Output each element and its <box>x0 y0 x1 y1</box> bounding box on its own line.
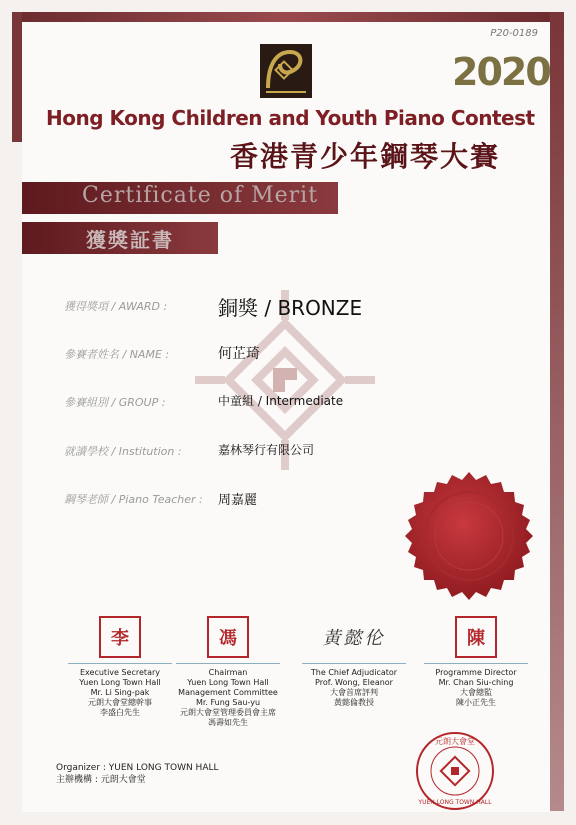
signatory-name-zh: 黃懿倫教授 <box>334 698 374 707</box>
signatory-title: The Chief Adjudicator <box>310 668 398 677</box>
stamp-chinese-text: 元朗大會堂 <box>435 737 475 746</box>
red-chop-seal: 陳 <box>455 616 497 658</box>
signatory-title-zh: 大會首席評判 <box>330 688 378 697</box>
red-wax-seal-icon <box>402 470 536 604</box>
signatory-title-zh: 元朗大會堂管理委員會主席 <box>180 708 276 717</box>
certificate-title-chinese: 獲獎証書 <box>86 228 174 252</box>
signatory-chairman <box>168 615 288 728</box>
field-label: 獲得獎項 / AWARD : <box>64 300 168 313</box>
frame-right-border <box>550 12 564 811</box>
stamp-english-text: YUEN LONG TOWN HALL <box>418 799 492 806</box>
signatory-title-zh: 大會總監 <box>460 688 492 697</box>
signatory-name: Mr. Chan Siu-ching <box>438 678 514 687</box>
serial-number: P20-0189 <box>490 28 538 39</box>
signatory-name: Mr. Fung Sau-yu <box>195 698 261 707</box>
field-label: 參賽組別 / GROUP : <box>64 396 166 409</box>
field-value: 嘉林琴行有限公司 <box>218 443 315 457</box>
organizer-block <box>56 762 219 786</box>
field-value: 何芷琦 <box>218 346 260 362</box>
town-hall-stamp-icon <box>414 730 496 812</box>
signatory-name-zh: 陳小正先生 <box>456 698 496 707</box>
signatory-executive-secretary <box>60 615 180 718</box>
contest-year: 2020 <box>452 50 550 94</box>
signatory-name-zh: 李盛白先生 <box>100 708 140 717</box>
field-value: 銅獎 / BRONZE <box>218 296 363 320</box>
field-label: 就讀學校 / Institution : <box>64 445 182 458</box>
field-label: 參賽者姓名 / NAME : <box>64 348 170 361</box>
signatory-title-zh: 元朗大會堂總幹事 <box>88 698 152 707</box>
certificate-title-band <box>22 182 338 214</box>
red-chop-seal: 馮 <box>207 616 249 658</box>
signatory-org: Yuen Long Town Hall <box>187 678 269 687</box>
contest-logo-icon <box>258 42 314 100</box>
field-value: 中童組 / Intermediate <box>218 394 344 408</box>
signatory-title: Executive Secretary <box>80 668 160 677</box>
field-value: 周嘉麗 <box>218 493 258 508</box>
signatory-name-zh: 馮壽如先生 <box>208 718 248 727</box>
certificate-subtitle-band <box>22 222 218 254</box>
contest-title-english: Hong Kong Children and Youth Piano Contest <box>46 106 535 130</box>
organizer-chinese: 主辦機構 : 元朗大會堂 <box>56 775 146 785</box>
signatory-name: Mr. Li Sing-pak <box>90 688 150 697</box>
contest-title-chinese: 香港青少年鋼琴大賽 <box>230 140 501 173</box>
frame-top-border <box>12 12 564 22</box>
frame-left-border <box>12 12 22 142</box>
organizer-english: Organizer : YUEN LONG TOWN HALL <box>56 763 219 773</box>
field-label: 鋼琴老師 / Piano Teacher : <box>64 493 203 506</box>
handwritten-signature: 黃懿伦 <box>322 628 386 649</box>
signatory-org: Yuen Long Town Hall <box>79 678 161 687</box>
certificate-title-english: Certificate of Merit <box>82 183 319 208</box>
signatory-title: Chairman <box>208 668 248 677</box>
signatory-title: Programme Director <box>435 668 517 677</box>
signatory-org: Management Committee <box>178 688 278 697</box>
signatory-name: Prof. Wong, Eleanor <box>315 678 393 687</box>
red-chop-seal: 李 <box>99 616 141 658</box>
signatory-programme-director <box>416 615 536 708</box>
signatory-chief-adjudicator <box>294 615 414 708</box>
